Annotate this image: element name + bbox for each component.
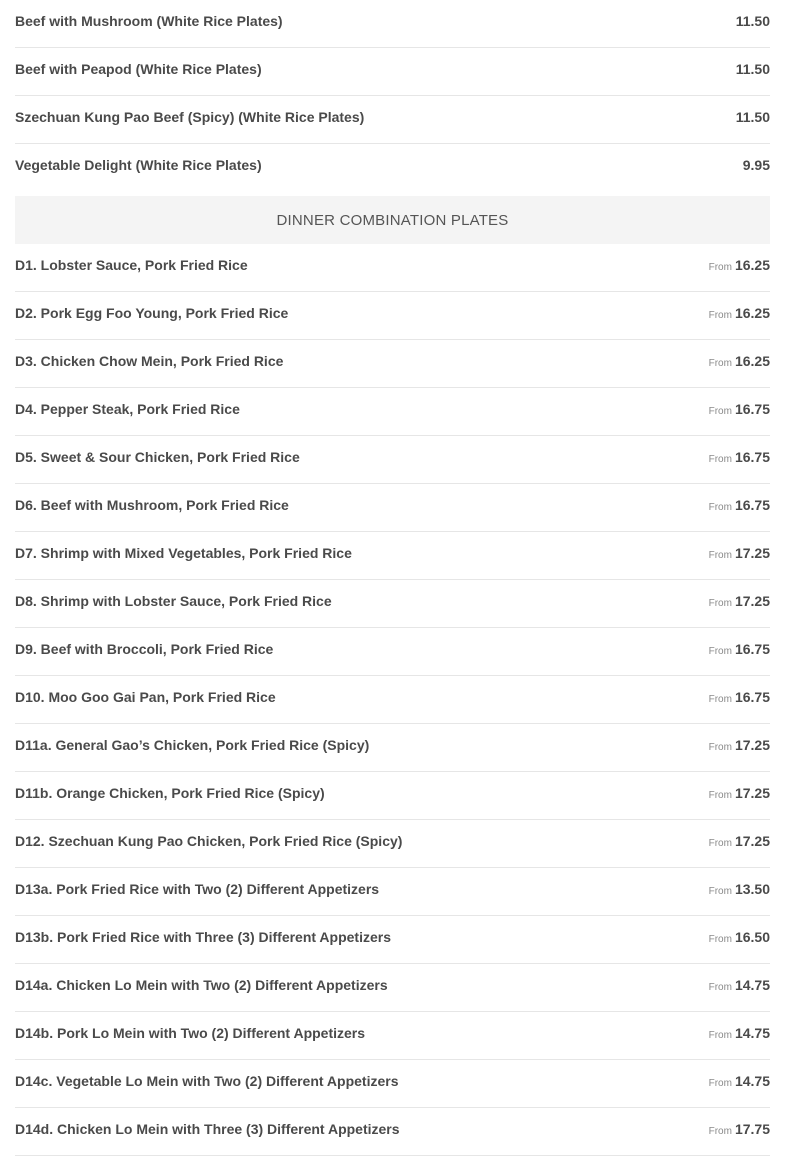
menu-item[interactable] [15, 772, 770, 820]
menu-item-price-wrap [709, 785, 770, 803]
menu-item-price: 17.25 [734, 833, 770, 849]
menu-item-name: D10. Moo Goo Gai Pan, Pork Fried Rice [15, 689, 276, 705]
price-from-label: From [708, 838, 732, 849]
menu-item-price-wrap [709, 977, 770, 995]
menu-item-name: Vegetable Delight (White Rice Plates) [15, 157, 262, 173]
menu-item-price-wrap [709, 497, 770, 515]
menu-item-name: D8. Shrimp with Lobster Sauce, Pork Fried Rice [15, 593, 332, 609]
menu-item-price-wrap [709, 401, 770, 419]
price-from-label: From [708, 1030, 732, 1041]
price-from-label: From [708, 694, 732, 705]
price-from-label: From [708, 982, 732, 993]
menu-item-price: 11.50 [735, 109, 770, 125]
price-from-label: From [708, 742, 732, 753]
menu-item-name: D1. Lobster Sauce, Pork Fried Rice [15, 257, 248, 273]
menu-item-price: 16.25 [734, 353, 770, 369]
menu-item-price: 16.75 [734, 689, 770, 705]
menu-item-name: Szechuan Kung Pao Beef (Spicy) (White Rice Plates) [15, 109, 365, 125]
menu-item-price: 17.75 [734, 1121, 770, 1137]
menu-item-price: 14.75 [734, 1073, 770, 1089]
menu-item-price-wrap [709, 881, 770, 899]
section-items [15, 244, 770, 1156]
menu-item-name: D7. Shrimp with Mixed Vegetables, Pork Fried Rice [15, 545, 352, 561]
menu-item[interactable] [15, 580, 770, 628]
menu-item[interactable] [15, 628, 770, 676]
menu-item[interactable] [15, 484, 770, 532]
price-from-label: From [708, 1126, 732, 1137]
section-header: DINNER COMBINATION PLATES [15, 196, 770, 244]
menu-item-price-wrap [709, 1073, 770, 1091]
menu-item[interactable] [15, 388, 770, 436]
menu-item-name: D6. Beef with Mushroom, Pork Fried Rice [15, 497, 289, 513]
price-from-label: From [708, 934, 732, 945]
menu-item[interactable] [15, 436, 770, 484]
menu-item[interactable] [15, 532, 770, 580]
menu-item-price: 16.75 [734, 497, 770, 513]
menu-item-name: D13a. Pork Fried Rice with Two (2) Different Appetizers [15, 881, 380, 897]
menu-item-price: 17.25 [734, 737, 770, 753]
menu-list [15, 0, 770, 1156]
menu-item-price: 14.75 [734, 977, 770, 993]
menu-item-name: D14a. Chicken Lo Mein with Two (2) Different Appetizers [15, 977, 388, 993]
menu-item-price: 11.50 [735, 13, 770, 29]
menu-item[interactable] [15, 292, 770, 340]
menu-item-price-wrap [736, 13, 770, 31]
menu-item-price: 16.25 [734, 257, 770, 273]
menu-item-price-wrap [709, 689, 770, 707]
menu-item-price-wrap [709, 353, 770, 371]
menu-item-price: 17.25 [734, 545, 770, 561]
menu-item-price-wrap [743, 157, 770, 175]
menu-item-price-wrap [709, 1025, 770, 1043]
price-from-label: From [708, 550, 732, 561]
menu-item-name: D2. Pork Egg Foo Young, Pork Fried Rice [15, 305, 289, 321]
menu-item[interactable] [15, 0, 770, 48]
price-from-label: From [708, 790, 732, 801]
menu-item-name: D5. Sweet & Sour Chicken, Pork Fried Rice [15, 449, 300, 465]
menu-item-name: D12. Szechuan Kung Pao Chicken, Pork Fried Rice (Spicy) [15, 833, 403, 849]
menu-item-name: D14b. Pork Lo Mein with Two (2) Different Appetizers [15, 1025, 366, 1041]
menu-item-price-wrap [709, 833, 770, 851]
menu-item-price: 16.75 [734, 449, 770, 465]
price-from-label: From [708, 646, 732, 657]
menu-item-price: 16.75 [734, 401, 770, 417]
menu-item-name: D14d. Chicken Lo Mein with Three (3) Different Appetizers [15, 1121, 400, 1137]
menu-item-name: D4. Pepper Steak, Pork Fried Rice [15, 401, 240, 417]
menu-item-price-wrap [709, 737, 770, 755]
menu-item-price: 16.50 [734, 929, 770, 945]
menu-item-name: D11b. Orange Chicken, Pork Fried Rice (Spicy) [15, 785, 325, 801]
menu-item-name: D9. Beef with Broccoli, Pork Fried Rice [15, 641, 274, 657]
menu-item[interactable] [15, 916, 770, 964]
menu-item-name: D14c. Vegetable Lo Mein with Two (2) Different Appetizers [15, 1073, 399, 1089]
menu-item[interactable] [15, 96, 770, 144]
menu-item-price: 14.75 [734, 1025, 770, 1041]
price-from-label: From [708, 454, 732, 465]
price-from-label: From [708, 598, 732, 609]
price-from-label: From [708, 502, 732, 513]
menu-item-price: 11.50 [735, 61, 770, 77]
menu-item-price-wrap [709, 257, 770, 275]
menu-item[interactable] [15, 820, 770, 868]
menu-item[interactable] [15, 1012, 770, 1060]
menu-item-price: 17.25 [734, 785, 770, 801]
menu-item-name: Beef with Peapod (White Rice Plates) [15, 61, 262, 77]
menu-item-name: D11a. General Gao’s Chicken, Pork Fried Rice (Spicy) [15, 737, 370, 753]
menu-item[interactable] [15, 244, 770, 292]
menu-item[interactable] [15, 724, 770, 772]
menu-item-price-wrap [736, 61, 770, 79]
menu-item-price-wrap [709, 305, 770, 323]
menu-item-price-wrap [709, 641, 770, 659]
menu-item-price-wrap [709, 449, 770, 467]
price-from-label: From [708, 1078, 732, 1089]
menu-item-price-wrap [736, 109, 770, 127]
menu-item-name: Beef with Mushroom (White Rice Plates) [15, 13, 283, 29]
menu-item[interactable] [15, 964, 770, 1012]
menu-item[interactable] [15, 144, 770, 196]
menu-item-price: 13.50 [734, 881, 770, 897]
menu-item-price-wrap [709, 929, 770, 947]
menu-item-price-wrap [709, 593, 770, 611]
menu-item-name: D13b. Pork Fried Rice with Three (3) Different Appetizers [15, 929, 392, 945]
menu-item-price: 17.25 [734, 593, 770, 609]
menu-item-price: 16.25 [734, 305, 770, 321]
menu-item-price: 9.95 [742, 157, 770, 173]
price-from-label: From [708, 358, 732, 369]
menu-item-price-wrap [709, 1121, 770, 1139]
menu-item-name: D3. Chicken Chow Mein, Pork Fried Rice [15, 353, 284, 369]
price-from-label: From [708, 406, 732, 417]
menu-item-price-wrap [709, 545, 770, 563]
menu-item-price: 16.75 [734, 641, 770, 657]
price-from-label: From [708, 262, 732, 273]
menu-item[interactable] [15, 676, 770, 724]
price-from-label: From [708, 886, 732, 897]
menu-item[interactable] [15, 1060, 770, 1108]
price-from-label: From [708, 310, 732, 321]
menu-item[interactable] [15, 340, 770, 388]
menu-item[interactable] [15, 868, 770, 916]
menu-item[interactable] [15, 1108, 770, 1156]
menu-item[interactable] [15, 48, 770, 96]
